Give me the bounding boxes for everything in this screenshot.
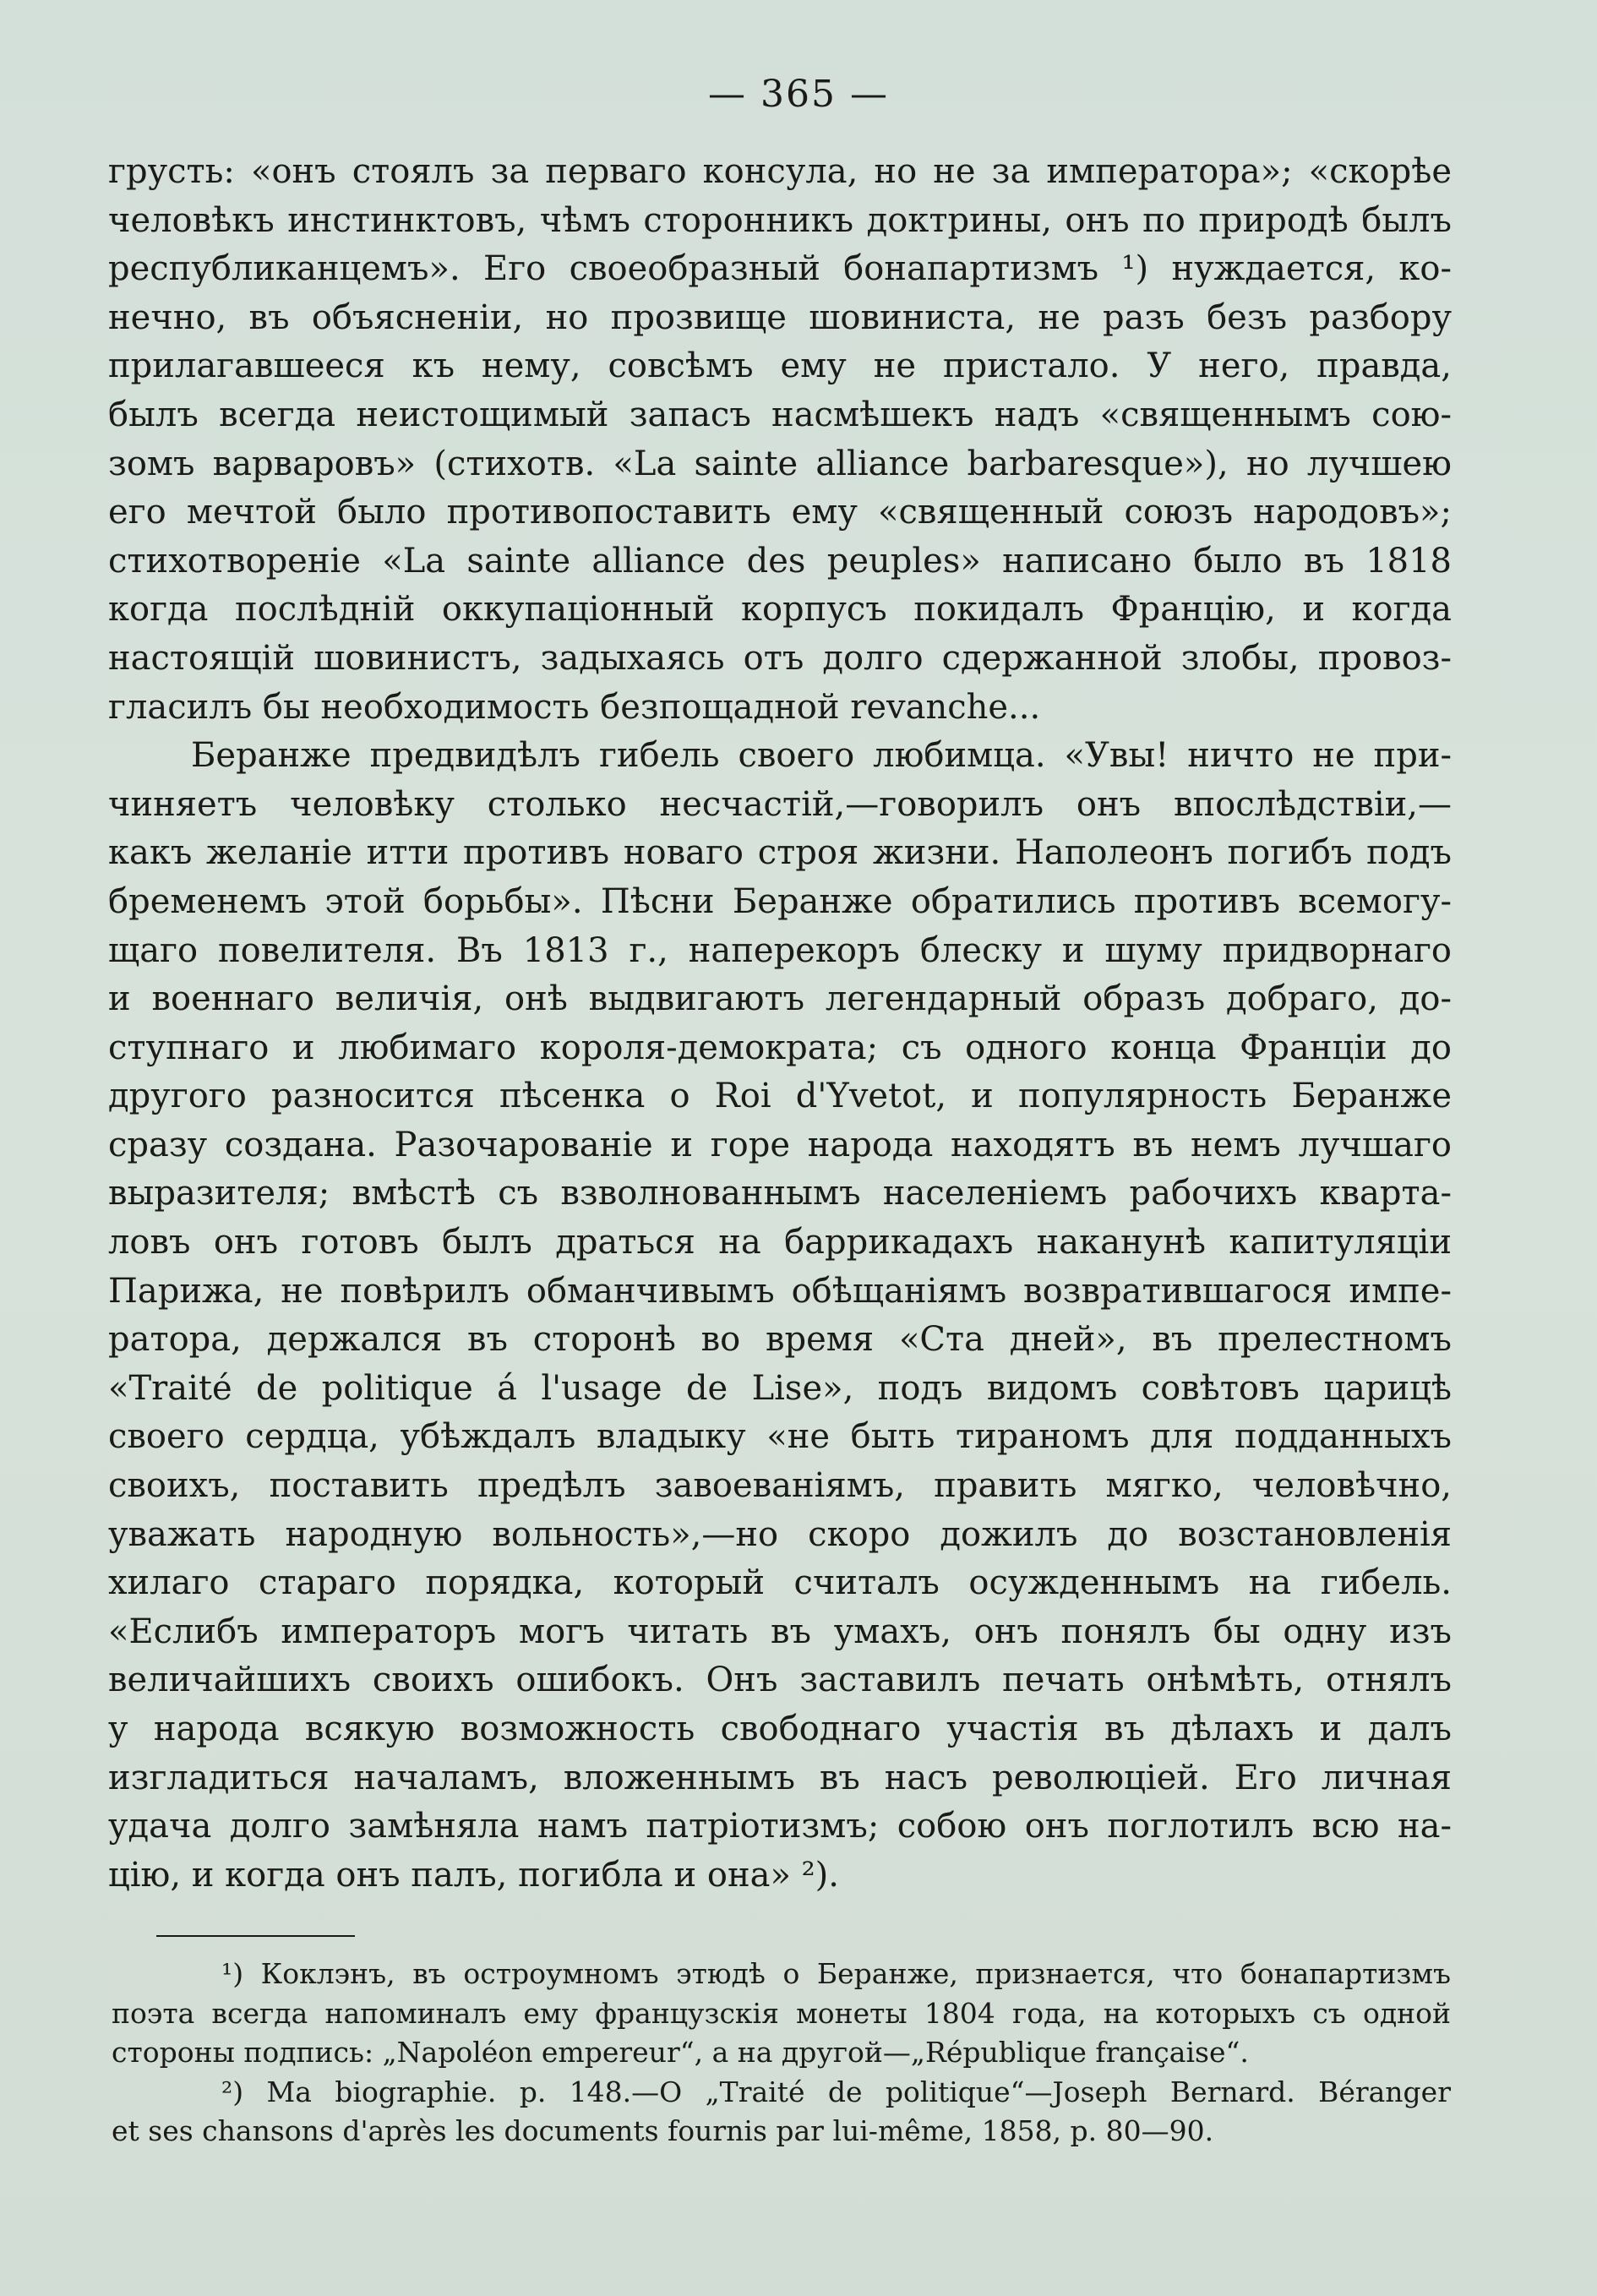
body-text (108, 148, 1452, 1900)
text-line: другого разносится пѣсенка о Roi d'Yvetot, и популярность Беранже (108, 1077, 1452, 1116)
footnotes (112, 1955, 1451, 2151)
text-line: какъ желаніе итти противъ новаго строя жизни. Наполеонъ погибъ подъ (108, 833, 1452, 873)
page-number: — 365 — (708, 73, 889, 116)
text-line: его мечтой было противопоставить ему «священный союзъ народовъ»; (108, 493, 1452, 532)
text-line: и военнаго величія, онѣ выдвигаютъ легендарный образъ добраго, до- (108, 979, 1452, 1019)
text-line: своихъ, поставить предѣлъ завоеваніямъ, править мягко, человѣчно, (108, 1466, 1452, 1506)
footnote-line: стороны подпись: „Napoléon empereur“, а на другой—„République française“. (112, 2036, 1249, 2069)
text-line: бременемъ этой борьбы». Пѣсни Беранже обратились противъ всемогу- (108, 881, 1452, 921)
footnote-line: ¹) Коклэнъ, въ остроумномъ этюдѣ о Беранже, признается, что бонапартизмъ (221, 1957, 1451, 1990)
text-line: настоящій шовинистъ, задыхаясь отъ долго сдержанной злобы, провоз- (108, 638, 1452, 678)
text-line: «Еслибъ императоръ могъ читать въ умахъ, онъ понялъ бы одну изъ (108, 1612, 1452, 1651)
text-line: хилаго стараго порядка, который считалъ осужденнымъ на гибель. (108, 1563, 1452, 1603)
text-line: щаго повелителя. Въ 1813 г., наперекоръ блеску и шуму придворнаго (108, 930, 1452, 970)
text-line: у народа всякую возможность свободнаго участія въ дѣлахъ и далъ (108, 1710, 1452, 1748)
text-line: былъ всегда неистощимый запасъ насмѣшекъ надъ «священнымъ сою- (108, 395, 1452, 434)
footnote-line: поэта всегда напоминалъ ему французскія монеты 1804 года, на которыхъ съ одной (112, 1996, 1451, 2030)
text-line: Парижа, не повѣрилъ обманчивымъ обѣщаніямъ возвратившагося импе- (108, 1271, 1452, 1311)
text-line: своего сердца, убѣждалъ владыку «не быть тираномъ для подданныхъ (108, 1417, 1452, 1457)
text-line: удача долго замѣняла намъ патріотизмъ; собою онъ поглотилъ всю на- (108, 1807, 1452, 1846)
text-line: зомъ варваровъ» (стихотв. «La sainte alliance barbaresque»), но лучшею (108, 444, 1452, 483)
text-line: величайшихъ своихъ ошибокъ. Онъ заставилъ печать онѣмѣть, отнялъ (108, 1661, 1452, 1700)
footnote-2 (112, 2073, 1451, 2151)
text-line: прилагавшееся къ нему, совсѣмъ ему не пристало. У него, правда, (108, 346, 1452, 386)
text-line: чиняетъ человѣку столько несчастій,—говорилъ онъ впослѣдствіи,— (108, 784, 1452, 824)
text-line: гласилъ бы необходимость безпощадной revanche... (108, 687, 1041, 727)
text-line: ловъ онъ готовъ былъ драться на баррикадахъ наканунѣ капитуляціи (108, 1223, 1452, 1263)
text-line: сразу создана. Разочарованіе и горе народа находятъ въ немъ лучшаго (108, 1125, 1452, 1164)
text-line: уважать народную вольность»,—но скоро дожилъ до возстановленія (108, 1514, 1452, 1554)
text-line: ратора, держался въ сторонѣ во время «Ста дней», въ прелестномъ (108, 1320, 1452, 1360)
paragraph-2 (108, 732, 1452, 1900)
footnote-line: ²) Ma biographie. p. 148.—О „Traité de politique“—Joseph Bernard. Béranger (221, 2075, 1451, 2108)
text-line: Беранже предвидѣлъ гибель своего любимца. «Увы! ничто не при- (191, 736, 1452, 776)
text-line: стихотвореніе «La sainte alliance des peuples» написано было въ 1818 (108, 541, 1452, 581)
text-line: нечно, въ объясненіи, но прозвище шовиниста, не разъ безъ разбору (108, 297, 1452, 337)
text-line: когда послѣдній оккупаціонный корпусъ покидалъ Францію, и когда (108, 590, 1452, 630)
text-line: ступнаго и любимаго короля-демократа; съ одного конца Франціи до (108, 1028, 1452, 1067)
paragraph-1 (108, 148, 1452, 732)
text-line: республиканцемъ». Его своеобразный бонапартизмъ ¹) нуждается, ко- (108, 249, 1452, 289)
text-line: человѣкъ инстинктовъ, чѣмъ сторонникъ доктрины, онъ по природѣ былъ (108, 200, 1452, 240)
text-line: «Traité de politique á l'usage de Lise», подъ видомъ совѣтовъ царицѣ (108, 1368, 1452, 1408)
footnote-1 (112, 1955, 1451, 2073)
footnote-line: et ses chansons d'après les documents fournis par lui-même, 1858, p. 80—90. (112, 2114, 1214, 2147)
text-line: цію, и когда онъ палъ, погибла и она» ²). (108, 1855, 839, 1895)
text-line: выразителя; вмѣстѣ съ взволнованнымъ населеніемъ рабочихъ кварта- (108, 1174, 1452, 1213)
footnote-divider (156, 1935, 355, 1937)
text-line: изгладиться началамъ, вложеннымъ въ насъ революціей. Его личная (108, 1758, 1452, 1797)
text-line: грусть: «онъ стоялъ за перваго консула, но не за императора»; «скорѣе (108, 152, 1452, 191)
